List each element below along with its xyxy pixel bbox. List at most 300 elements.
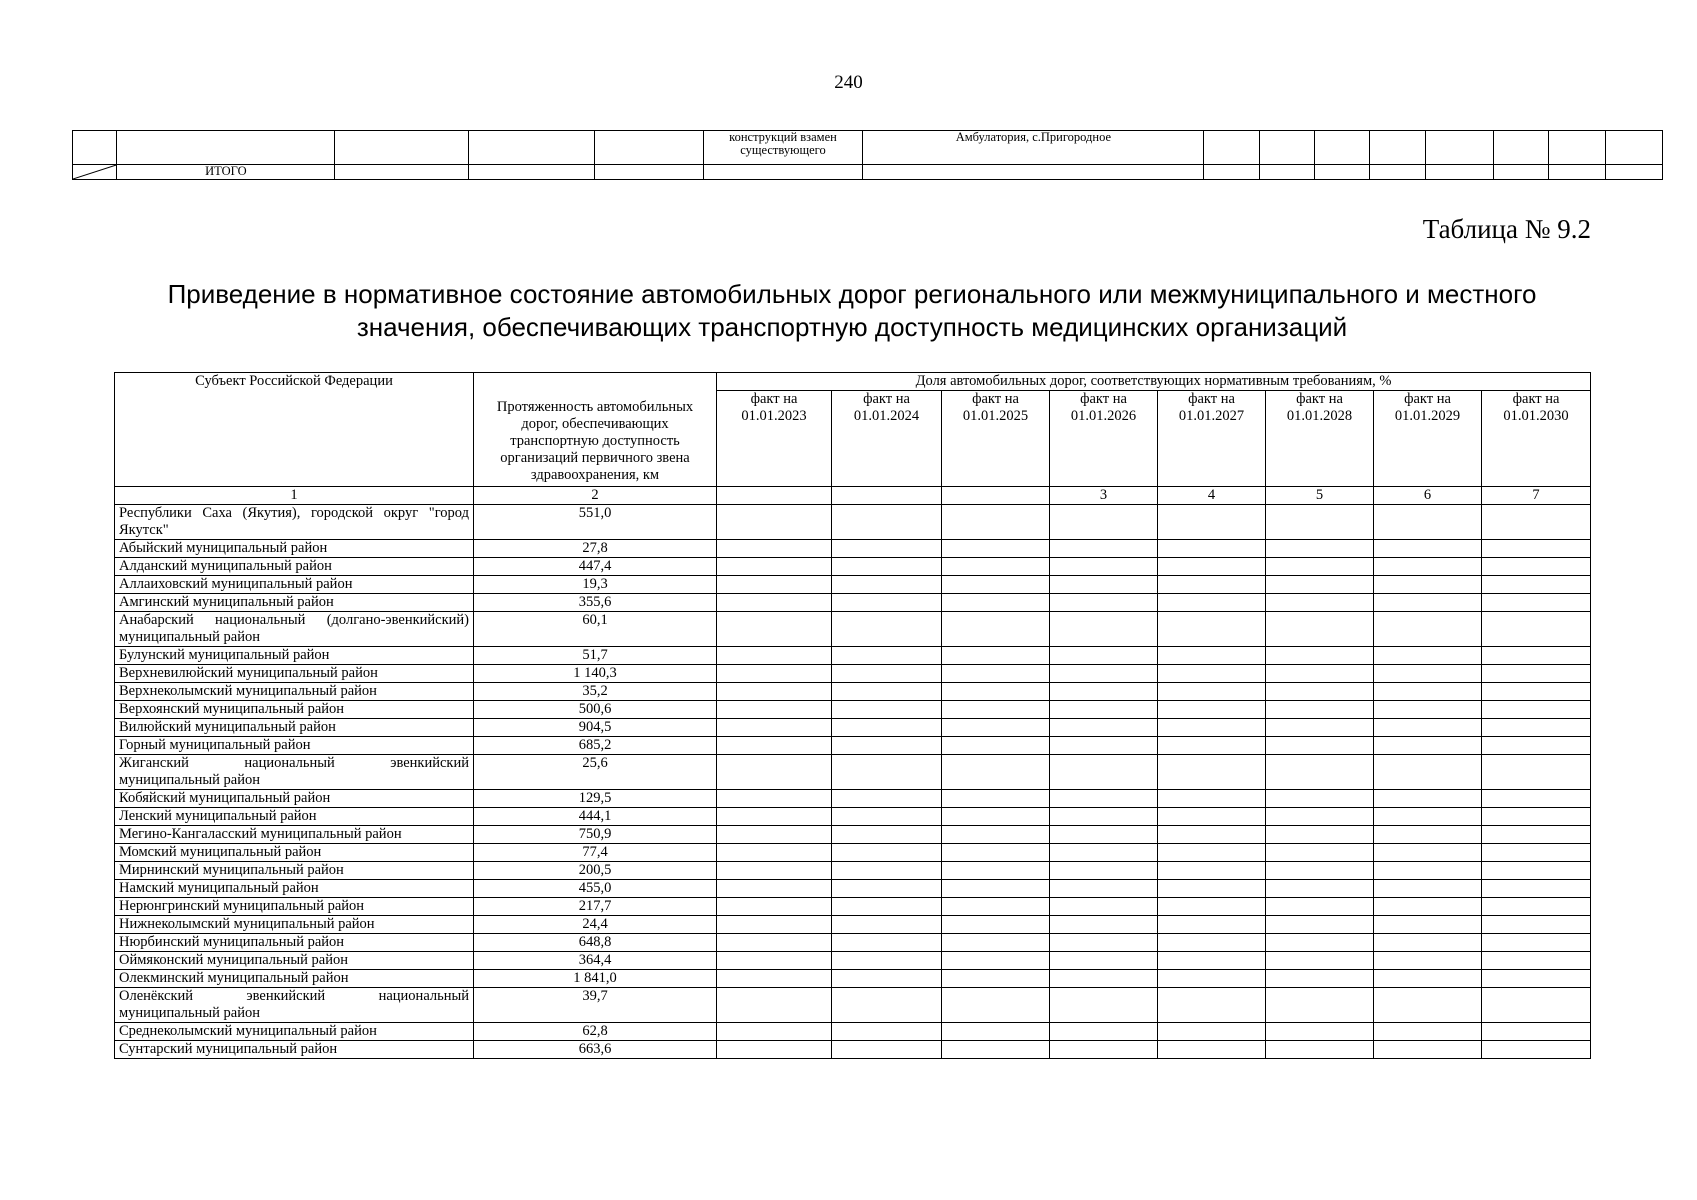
road-length-value: 455,0 [474, 880, 717, 898]
district-name: Оймяконский муниципальный район [115, 952, 474, 970]
header-year: факт на 01.01.2027 [1158, 391, 1266, 487]
road-length-value: 200,5 [474, 862, 717, 880]
share-cell [832, 665, 942, 683]
share-cell [832, 612, 942, 647]
road-length-value: 444,1 [474, 808, 717, 826]
share-cell [1158, 683, 1266, 701]
header-share: Доля автомобильных дорог, соответствующих нормативным требованиям, % [717, 373, 1591, 391]
share-cell [1482, 970, 1591, 988]
share-cell [717, 934, 832, 952]
share-cell [1266, 862, 1374, 880]
share-cell [942, 665, 1050, 683]
share-cell [717, 898, 832, 916]
share-cell [1050, 576, 1158, 594]
share-cell [1374, 665, 1482, 683]
share-cell [832, 970, 942, 988]
header-subject: Субъект Российской Федерации [115, 373, 474, 487]
share-cell [1482, 790, 1591, 808]
district-name: Вилюйский муниципальный район [115, 719, 474, 737]
share-cell [1482, 683, 1591, 701]
table-row [115, 1023, 1591, 1041]
share-cell [717, 916, 832, 934]
share-cell [942, 1041, 1050, 1059]
road-length-value: 663,6 [474, 1041, 717, 1059]
share-cell [1482, 755, 1591, 790]
road-length-value: 19,3 [474, 576, 717, 594]
share-cell [717, 952, 832, 970]
share-cell [1050, 683, 1158, 701]
district-name: Мирнинский муниципальный район [115, 862, 474, 880]
district-name: Республики Саха (Якутия), городской округ "город Якутск" [115, 505, 474, 540]
share-cell [1482, 647, 1591, 665]
road-length-value: 25,6 [474, 755, 717, 790]
column-number [832, 487, 942, 505]
share-cell [717, 594, 832, 612]
share-cell [1158, 665, 1266, 683]
share-cell [1482, 1023, 1591, 1041]
share-cell [717, 1023, 832, 1041]
share-cell [1482, 952, 1591, 970]
table-row [115, 665, 1591, 683]
share-cell [832, 862, 942, 880]
share-cell [1374, 1041, 1482, 1059]
share-cell [1374, 683, 1482, 701]
share-cell [717, 1041, 832, 1059]
share-cell [942, 880, 1050, 898]
district-name: Горный муниципальный район [115, 737, 474, 755]
share-cell [1050, 844, 1158, 862]
district-name: Аллаиховский муниципальный район [115, 576, 474, 594]
share-cell [1266, 826, 1374, 844]
district-name: Нижнеколымский муниципальный район [115, 916, 474, 934]
share-cell [1050, 790, 1158, 808]
table-row [115, 719, 1591, 737]
share-cell [832, 576, 942, 594]
share-cell [1482, 1041, 1591, 1059]
header-year: факт на 01.01.2024 [832, 391, 942, 487]
share-cell [942, 683, 1050, 701]
road-length-value: 51,7 [474, 647, 717, 665]
share-cell [832, 880, 942, 898]
share-cell [942, 898, 1050, 916]
share-cell [942, 826, 1050, 844]
road-length-value: 904,5 [474, 719, 717, 737]
district-name: Верхневилюйский муниципальный район [115, 665, 474, 683]
road-length-value: 27,8 [474, 540, 717, 558]
table-row [115, 934, 1591, 952]
table-row [115, 612, 1591, 647]
total-label: ИТОГО [117, 165, 335, 180]
district-name: Булунский муниципальный район [115, 647, 474, 665]
share-cell [942, 862, 1050, 880]
table-row [115, 558, 1591, 576]
header-year: факт на 01.01.2025 [942, 391, 1050, 487]
share-cell [1374, 755, 1482, 790]
road-length-value: 39,7 [474, 988, 717, 1023]
share-cell [832, 755, 942, 790]
share-cell [1158, 505, 1266, 540]
share-cell [1266, 1041, 1374, 1059]
share-cell [832, 844, 942, 862]
diagonal-cell [73, 165, 117, 180]
share-cell [1374, 505, 1482, 540]
share-cell [942, 1023, 1050, 1041]
share-cell [942, 934, 1050, 952]
share-cell [1482, 826, 1591, 844]
share-cell [717, 719, 832, 737]
district-name: Среднеколымский муниципальный район [115, 1023, 474, 1041]
share-cell [1374, 844, 1482, 862]
header-year: факт на 01.01.2023 [717, 391, 832, 487]
share-cell [1050, 952, 1158, 970]
share-cell [832, 916, 942, 934]
table-row [115, 647, 1591, 665]
share-cell [1482, 880, 1591, 898]
road-length-value: 500,6 [474, 701, 717, 719]
share-cell [1050, 898, 1158, 916]
share-cell [1374, 898, 1482, 916]
share-cell [1482, 934, 1591, 952]
share-cell [942, 540, 1050, 558]
share-cell [717, 612, 832, 647]
share-cell [1266, 737, 1374, 755]
table-title: Приведение в нормативное состояние автомобильных дорог регионального или межмуниципального и местного значения, обеспечивающих транспортную доступность медицинских организаций [167, 279, 1537, 342]
share-cell [1482, 558, 1591, 576]
district-name: Момский муниципальный район [115, 844, 474, 862]
header-year: факт на 01.01.2026 [1050, 391, 1158, 487]
table-row [115, 880, 1591, 898]
road-length-value: 1 841,0 [474, 970, 717, 988]
share-cell [942, 808, 1050, 826]
share-cell [1374, 737, 1482, 755]
share-cell [717, 558, 832, 576]
share-cell [717, 826, 832, 844]
share-cell [1374, 880, 1482, 898]
table-row [115, 898, 1591, 916]
share-cell [942, 916, 1050, 934]
road-length-value: 447,4 [474, 558, 717, 576]
share-cell [717, 505, 832, 540]
share-cell [1158, 701, 1266, 719]
road-length-value: 1 140,3 [474, 665, 717, 683]
share-cell [1158, 952, 1266, 970]
share-cell [1482, 737, 1591, 755]
table-row [115, 970, 1591, 988]
share-cell [1266, 576, 1374, 594]
road-length-value: 60,1 [474, 612, 717, 647]
share-cell [1374, 970, 1482, 988]
share-cell [1374, 647, 1482, 665]
share-cell [1266, 898, 1374, 916]
share-cell [942, 790, 1050, 808]
share-cell [1266, 844, 1374, 862]
table-row [115, 576, 1591, 594]
share-cell [1050, 647, 1158, 665]
district-name: Жиганский национальный эвенкийский муниципальный район [115, 755, 474, 790]
table-row [115, 755, 1591, 790]
column-number: 2 [474, 487, 717, 505]
share-cell [1266, 594, 1374, 612]
share-cell [1158, 898, 1266, 916]
share-cell [1050, 916, 1158, 934]
share-cell [1482, 612, 1591, 647]
share-cell [1050, 594, 1158, 612]
share-cell [1266, 880, 1374, 898]
share-cell [1482, 844, 1591, 862]
column-number [717, 487, 832, 505]
share-cell [1266, 988, 1374, 1023]
share-cell [942, 647, 1050, 665]
share-cell [832, 594, 942, 612]
share-cell [1266, 683, 1374, 701]
share-cell [1050, 505, 1158, 540]
share-cell [1266, 916, 1374, 934]
share-cell [1050, 737, 1158, 755]
share-cell [717, 665, 832, 683]
share-cell [1158, 844, 1266, 862]
share-cell [1158, 790, 1266, 808]
share-cell [1482, 701, 1591, 719]
table-row [115, 808, 1591, 826]
share-cell [942, 558, 1050, 576]
share-cell [942, 988, 1050, 1023]
share-cell [1158, 755, 1266, 790]
share-cell [1266, 540, 1374, 558]
column-number-row [115, 487, 1591, 505]
share-cell [1050, 1023, 1158, 1041]
column-number: 1 [115, 487, 474, 505]
share-cell [1050, 826, 1158, 844]
share-cell [1158, 916, 1266, 934]
header-length: Протяженность автомобильных дорог, обеспечивающих транспортную доступность организаций первичного звена здравоохранения, км [474, 373, 717, 487]
share-cell [1158, 970, 1266, 988]
share-cell [1158, 988, 1266, 1023]
share-cell [942, 970, 1050, 988]
share-cell [942, 576, 1050, 594]
share-cell [1482, 594, 1591, 612]
share-cell [942, 701, 1050, 719]
share-cell [717, 683, 832, 701]
share-cell [942, 952, 1050, 970]
share-cell [717, 808, 832, 826]
share-cell [1482, 665, 1591, 683]
share-cell [1374, 988, 1482, 1023]
district-name: Амгинский муниципальный район [115, 594, 474, 612]
header-row [115, 373, 1591, 391]
page-number: 240 [834, 72, 863, 93]
share-cell [942, 505, 1050, 540]
share-cell [1482, 719, 1591, 737]
share-cell [1050, 701, 1158, 719]
table-row [115, 505, 1591, 540]
share-cell [717, 790, 832, 808]
road-length-value: 648,8 [474, 934, 717, 952]
share-cell [1374, 540, 1482, 558]
share-cell [1050, 808, 1158, 826]
table-row [115, 862, 1591, 880]
table-row [115, 540, 1591, 558]
share-cell [832, 540, 942, 558]
share-cell [1266, 505, 1374, 540]
share-cell [1158, 737, 1266, 755]
share-cell [1482, 576, 1591, 594]
share-cell [1266, 558, 1374, 576]
share-cell [1374, 808, 1482, 826]
share-cell [1482, 916, 1591, 934]
share-cell [942, 719, 1050, 737]
share-cell [1158, 880, 1266, 898]
road-length-value: 551,0 [474, 505, 717, 540]
share-cell [717, 862, 832, 880]
road-length-value: 750,9 [474, 826, 717, 844]
header-year: факт на 01.01.2029 [1374, 391, 1482, 487]
share-cell [942, 844, 1050, 862]
road-length-value: 355,6 [474, 594, 717, 612]
share-cell [1050, 862, 1158, 880]
share-cell [1482, 898, 1591, 916]
share-cell [1374, 594, 1482, 612]
table-row [115, 1041, 1591, 1059]
table-row [115, 844, 1591, 862]
share-cell [942, 737, 1050, 755]
share-cell [1050, 665, 1158, 683]
share-cell [832, 505, 942, 540]
share-cell [1158, 808, 1266, 826]
share-cell [1374, 1023, 1482, 1041]
table-row [115, 826, 1591, 844]
share-cell [717, 701, 832, 719]
district-name: Верхнеколымский муниципальный район [115, 683, 474, 701]
share-cell [1266, 808, 1374, 826]
share-cell [1050, 540, 1158, 558]
share-cell [1374, 826, 1482, 844]
road-length-value: 77,4 [474, 844, 717, 862]
share-cell [1374, 701, 1482, 719]
share-cell [1374, 790, 1482, 808]
share-cell [1050, 1041, 1158, 1059]
district-name: Нерюнгринский муниципальный район [115, 898, 474, 916]
share-cell [1374, 934, 1482, 952]
share-cell [942, 612, 1050, 647]
share-cell [832, 647, 942, 665]
share-cell [1158, 594, 1266, 612]
share-cell [1050, 558, 1158, 576]
share-cell [1374, 952, 1482, 970]
share-cell [717, 737, 832, 755]
share-cell [832, 558, 942, 576]
table-row [115, 701, 1591, 719]
share-cell [1374, 862, 1482, 880]
share-cell [1266, 1023, 1374, 1041]
district-name: Намский муниципальный район [115, 880, 474, 898]
district-name: Ленский муниципальный район [115, 808, 474, 826]
column-number: 4 [1158, 487, 1266, 505]
road-length-value: 62,8 [474, 1023, 717, 1041]
share-cell [1158, 719, 1266, 737]
table-row [115, 594, 1591, 612]
share-cell [1050, 970, 1158, 988]
share-cell [832, 808, 942, 826]
share-cell [717, 880, 832, 898]
share-cell [1158, 612, 1266, 647]
share-cell [717, 576, 832, 594]
share-cell [832, 737, 942, 755]
share-cell [1158, 826, 1266, 844]
column-number: 5 [1266, 487, 1374, 505]
share-cell [832, 952, 942, 970]
road-length-value: 35,2 [474, 683, 717, 701]
road-length-value: 24,4 [474, 916, 717, 934]
total-row [73, 165, 1663, 180]
district-name: Оленёкский эвенкийский национальный муниципальный район [115, 988, 474, 1023]
share-cell [717, 540, 832, 558]
share-cell [1266, 934, 1374, 952]
share-cell [1158, 1023, 1266, 1041]
share-cell [832, 898, 942, 916]
share-cell [717, 755, 832, 790]
district-name: Кобяйский муниципальный район [115, 790, 474, 808]
share-cell [832, 826, 942, 844]
table-row [115, 916, 1591, 934]
share-cell [1158, 576, 1266, 594]
share-cell [1482, 808, 1591, 826]
share-cell [1158, 540, 1266, 558]
share-cell [1266, 970, 1374, 988]
share-cell [832, 934, 942, 952]
share-cell [1266, 952, 1374, 970]
share-cell [717, 844, 832, 862]
table-row [115, 952, 1591, 970]
road-length-value: 364,4 [474, 952, 717, 970]
share-cell [1374, 576, 1482, 594]
column-number: 7 [1482, 487, 1591, 505]
share-cell [1374, 916, 1482, 934]
column-number: 3 [1050, 487, 1158, 505]
column-number: 6 [1374, 487, 1482, 505]
share-cell [1050, 719, 1158, 737]
share-cell [832, 1023, 942, 1041]
share-cell [1050, 934, 1158, 952]
table-row [73, 131, 1663, 165]
share-cell [717, 647, 832, 665]
share-cell [832, 790, 942, 808]
share-cell [1266, 612, 1374, 647]
share-cell [717, 970, 832, 988]
table-cell: Амбулатория, с.Пригородное [863, 131, 1204, 165]
district-name: Сунтарский муниципальный район [115, 1041, 474, 1059]
share-cell [1050, 612, 1158, 647]
share-cell [1266, 701, 1374, 719]
table-row [115, 790, 1591, 808]
table-row [115, 737, 1591, 755]
share-cell [1158, 934, 1266, 952]
share-cell [1374, 558, 1482, 576]
share-cell [1266, 719, 1374, 737]
share-cell [832, 1041, 942, 1059]
share-cell [832, 719, 942, 737]
share-cell [1482, 505, 1591, 540]
share-cell [1266, 755, 1374, 790]
share-cell [1050, 880, 1158, 898]
district-name: Олекминский муниципальный район [115, 970, 474, 988]
header-year: факт на 01.01.2028 [1266, 391, 1374, 487]
share-cell [717, 988, 832, 1023]
table-row [115, 988, 1591, 1023]
share-cell [1158, 862, 1266, 880]
road-length-value: 217,7 [474, 898, 717, 916]
road-length-value: 685,2 [474, 737, 717, 755]
district-name: Верхоянский муниципальный район [115, 701, 474, 719]
